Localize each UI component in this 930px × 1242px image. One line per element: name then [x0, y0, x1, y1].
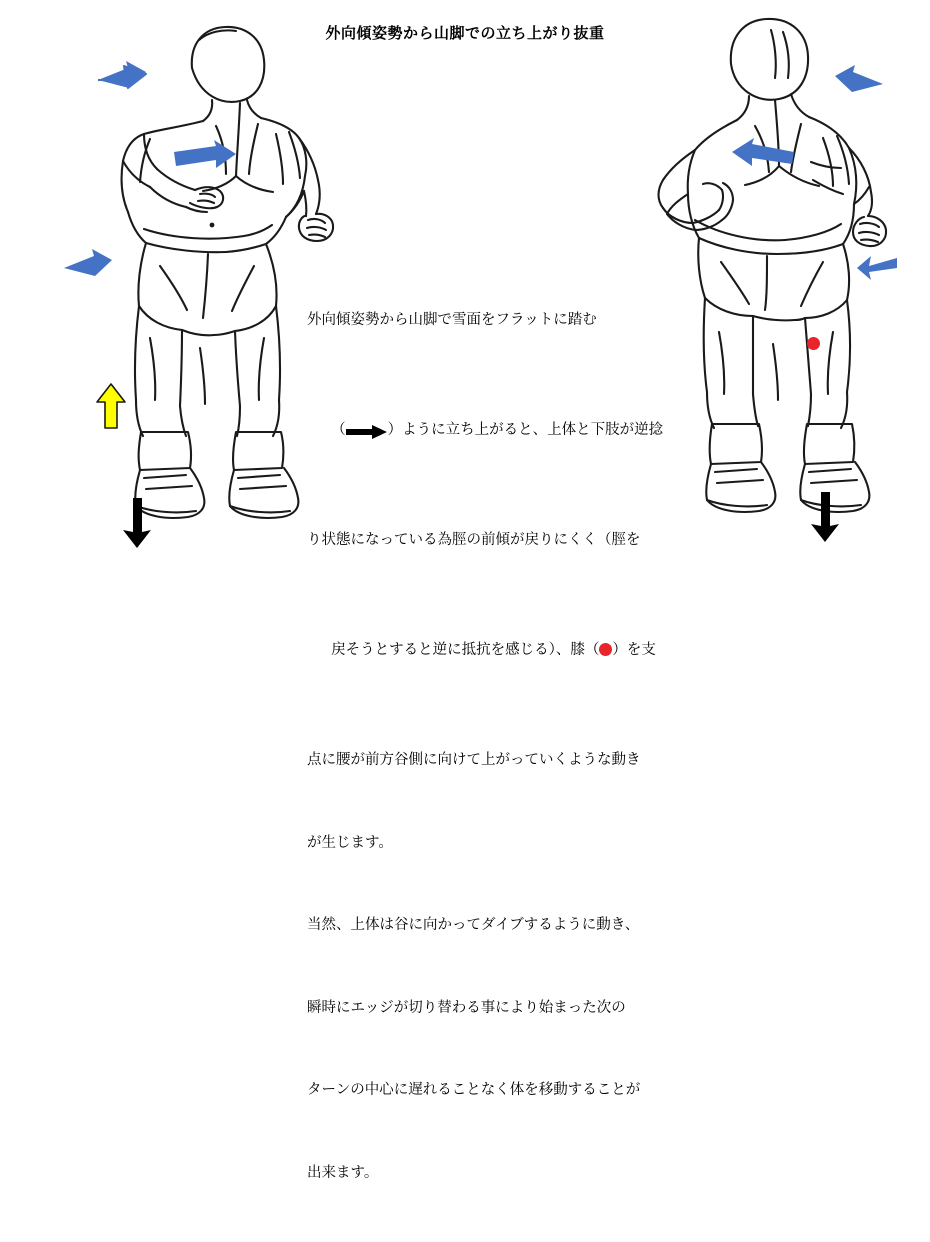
black-arrow-left-below-boot [120, 498, 154, 550]
black-arrow-right-below-boot [808, 492, 842, 544]
text-line-8: 瞬時にエッジが切り替わる事により始まった次の [307, 999, 626, 1016]
inline-red-dot-icon [599, 643, 612, 656]
text-line-5: 点に腰が前方谷側に向けて上がっていくような動き [307, 752, 641, 768]
text-line-3: り状態になっている為脛の前傾が戻りにくく（脛を [307, 532, 641, 548]
inline-black-arrow-icon [346, 422, 388, 436]
blue-arrow-right-chest [730, 140, 796, 174]
page-title: 外向傾姿勢から山脚での立ち上がり抜重 [325, 25, 605, 42]
text-line-10: 出来ます。 [307, 1164, 379, 1181]
text-line-7: 当然、上体は谷に向かってダイブするように動き、 [307, 917, 640, 933]
text-line-4-b: ）を支 [612, 642, 656, 658]
text-line-2-a: （ [331, 422, 346, 438]
blue-arrow-right-hip [855, 252, 899, 282]
red-dot-right-knee [807, 337, 820, 350]
blue-arrow-left-shoulder [96, 58, 148, 92]
blue-arrow-left-forearm [172, 142, 238, 176]
blue-arrow-right-shoulder [833, 62, 885, 96]
explanation-paragraph [307, 252, 707, 1242]
blue-arrow-left-hip [62, 246, 114, 280]
text-line-2-b: ）ように立ち上がると、上体と下肢が逆捻 [387, 422, 664, 438]
text-line-9: ターンの中心に遅れることなく体を移動することが [307, 1082, 641, 1098]
text-line-4-a: 戻そうとすると逆に抵抗を感じる）、膝（ [331, 642, 600, 658]
text-line-1: 外向傾姿勢から山脚で雪面をフラットに踏む [307, 312, 597, 328]
skier-figure-front-view [40, 8, 330, 553]
text-line-6: が生じます。 [307, 834, 393, 851]
text-line-4 [307, 610, 707, 693]
text-line-2 [307, 390, 707, 473]
yellow-arrow-left-shin [95, 382, 129, 430]
